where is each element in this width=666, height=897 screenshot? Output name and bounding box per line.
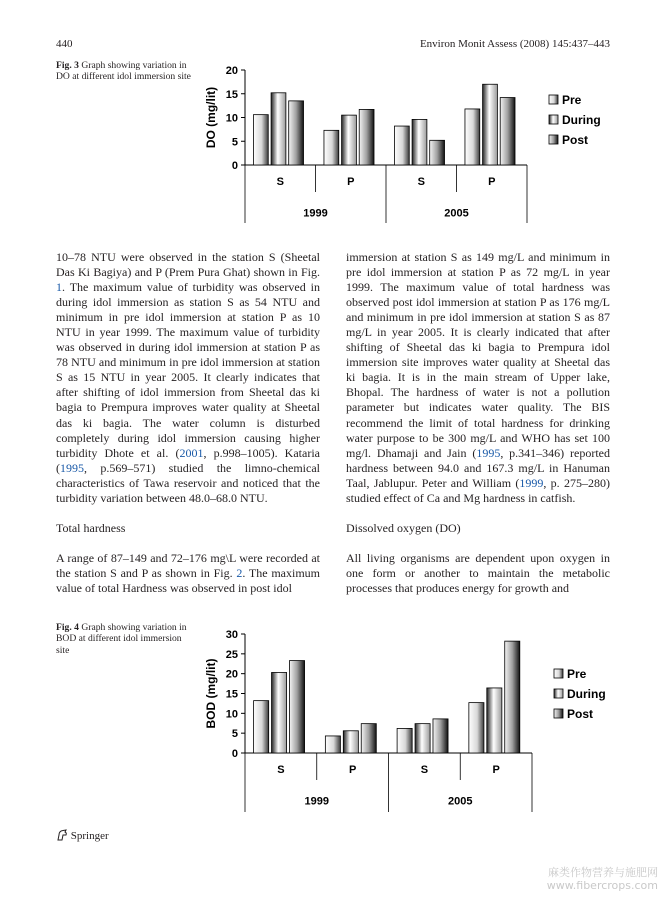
watermark-site-name: 麻类作物营养与施肥网 — [548, 866, 658, 879]
y-tick-label: 0 — [231, 160, 238, 172]
dissolved-oxygen-paragraph: All living organisms are dependent upon oxygen in one form or another to maintain the metabolic processes that produces energy for growth and — [346, 550, 610, 595]
legend-label: Pre — [567, 667, 587, 681]
figure-2-link[interactable]: 2 — [236, 565, 243, 580]
y-tick-label: 25 — [225, 648, 238, 661]
y-tick-label: 5 — [231, 728, 238, 741]
text-run: A range of 87–149 and 72–176 mg\L were recorded at the station S and P as shown in Fig. — [56, 550, 320, 580]
category-label: S — [277, 764, 285, 777]
running-head-journal: Environ Monit Assess (2008) 145:437–443 — [419, 38, 610, 50]
bar-post — [430, 140, 445, 165]
category-label: P — [492, 764, 500, 777]
total-hardness-paragraph — [56, 551, 320, 596]
legend-label: During — [562, 113, 601, 127]
springer-logo — [56, 829, 109, 842]
hardness-continued-paragraph — [346, 250, 610, 506]
figure-4-caption-text: Graph showing variation in BOD at different idol immersion site — [56, 622, 187, 656]
right-text-column — [346, 250, 610, 596]
y-tick-label: 5 — [231, 136, 238, 149]
bar-post — [289, 661, 304, 753]
category-label: P — [348, 764, 357, 777]
bar-post — [500, 98, 515, 165]
publisher-name: Springer — [70, 830, 109, 842]
legend-swatch — [554, 709, 563, 718]
watermark — [547, 866, 658, 892]
bar-during — [412, 119, 427, 165]
category-label: P — [488, 176, 496, 189]
left-text-column — [56, 250, 320, 596]
text-run: , p.341–346) reported hardness between 94.0 and 167.3 mg/L in Hanuman Taal, Jablupur. Peter and William ( — [346, 445, 610, 490]
bar-pre — [325, 736, 340, 753]
legend-label: During — [567, 687, 606, 701]
citation-kataria-1995-link[interactable]: 1995 — [60, 460, 84, 475]
figure-4-caption — [56, 622, 196, 656]
text-run: , p.569–571) studied the limno-chemical characteristics of Tawa reservoir and noticed that the turbidity variation between 48.0–68.0 NTU. — [56, 460, 320, 505]
category-label: S — [420, 764, 429, 777]
bar-during — [487, 688, 502, 753]
bar-pre — [469, 703, 484, 753]
legend-label: Post — [562, 133, 589, 147]
watermark-url: www.fibercrops.com — [546, 879, 658, 892]
bar-pre — [253, 115, 268, 165]
year-group-label: 1999 — [304, 795, 329, 808]
legend-label: Pre — [562, 93, 582, 107]
y-tick-label: 10 — [225, 112, 238, 125]
y-tick-label: 0 — [231, 748, 238, 760]
legend-swatch — [549, 135, 558, 144]
legend-swatch — [554, 689, 563, 698]
legend-swatch — [554, 669, 563, 678]
y-tick-label: 10 — [225, 708, 238, 721]
figure-1-link[interactable]: 1 — [56, 280, 62, 295]
springer-horse-icon — [56, 829, 68, 841]
bar-pre — [397, 728, 412, 753]
legend-swatch — [549, 115, 558, 124]
category-label: S — [276, 176, 284, 189]
y-axis-label: BOD (mg/lit) — [204, 658, 218, 729]
y-tick-label: 20 — [225, 668, 238, 681]
y-tick-label: 30 — [225, 629, 238, 641]
text-run: . The maximum value of turbidity was observed in during idol immersion as station S as 54 NTU and minimum in pre idol immersion at station P as 10 NTU in year 1999. The maximum value of turbidity was observed in during idol immersion at station P as 78 NTU and minimum in pre idol immersion at station S as 15 NTU in year 2005. It clearly indicates that after shifting of idol immersion from Sheetal das ki bagia to Prempura improves water quality at Sheetal das ki bagia. The water column is disturbed completely during idol immersion causing higher turbidity Dhote et al. ( — [56, 280, 320, 460]
year-group-label: 2005 — [448, 795, 473, 808]
y-tick-label: 15 — [225, 688, 238, 701]
figure-3-caption — [56, 60, 196, 83]
bar-pre — [254, 701, 269, 753]
section-heading-dissolved-oxygen: Dissolved oxygen (DO) — [346, 520, 461, 535]
section-heading-total-hardness: Total hardness — [56, 520, 126, 535]
citation-peter-william-1999-link[interactable]: 1999 — [519, 475, 544, 490]
figure-3-caption-text: Graph showing variation in DO at different idol immersion site — [56, 60, 191, 83]
bar-post — [359, 109, 374, 165]
y-tick-label: 20 — [225, 65, 238, 77]
figure-4-label: Fig. 4 — [56, 622, 79, 633]
bar-during — [272, 672, 287, 753]
text-run: 10–78 NTU were observed in the station S (Sheetal Das Ki Bagiya) and P (Prem Pura Ghat) shown in Fig. — [56, 250, 320, 280]
bar-during — [415, 724, 430, 753]
category-label: P — [347, 176, 355, 189]
text-run: , p. 275–280) studied effect of Ca and Mg hardness in catfish. — [346, 475, 610, 505]
category-label: S — [417, 176, 425, 189]
bar-during — [483, 84, 498, 165]
text-run: . The maximum value of total Hardness was observed in post idol — [56, 565, 320, 595]
page-number: 440 — [56, 38, 73, 50]
bar-pre — [394, 126, 409, 165]
y-tick-label: 15 — [225, 88, 238, 101]
figure-4-bod-chart — [195, 622, 615, 812]
citation-dhamaji-jain-1995-link[interactable]: 1995 — [476, 445, 501, 460]
text-run: , p.998–1005). Kataria ( — [56, 445, 320, 475]
legend-label: Post — [567, 707, 594, 721]
bar-post — [433, 719, 448, 753]
bar-post — [289, 101, 304, 165]
bar-during — [343, 731, 358, 753]
y-axis-label: DO (mg/lit) — [204, 86, 218, 149]
bar-pre — [324, 130, 339, 165]
legend-swatch — [549, 95, 558, 104]
figure-3-do-chart — [195, 58, 615, 223]
year-group-label: 2005 — [444, 207, 469, 220]
bar-pre — [465, 109, 480, 165]
bar-post — [505, 641, 520, 753]
text-run: immersion at station S as 149 mg/L and minimum in pre idol immersion at station P as 72 mg/L in year 1999. The maximum value of total hardness was observed post idol immersion at station P as 176 mg/L and minimum in pre idol immersion at station S as 87 mg/L in year 2005. It is clearly indicated that after shifting of Sheetal das ki bagia to Prempura idol immersion site improves water quality at Sheetal das ki bagia. It is in the main stream of Upper lake, Bhopal. The hardness of water is not a pollution parameter but indicates water quality. The BIS recommend the limit of total hardness for drinking water purpose to be 300 mg/L and WHO has set 100 mg/l. Dhamaji and Jain ( — [346, 250, 610, 460]
bar-post — [361, 724, 376, 753]
bar-during — [271, 93, 286, 165]
year-group-label: 1999 — [303, 207, 328, 220]
bar-during — [342, 115, 357, 165]
citation-dhote-2001-link[interactable]: 2001 — [179, 445, 204, 460]
figure-3-label: Fig. 3 — [56, 60, 79, 71]
turbidity-paragraph — [56, 250, 320, 506]
